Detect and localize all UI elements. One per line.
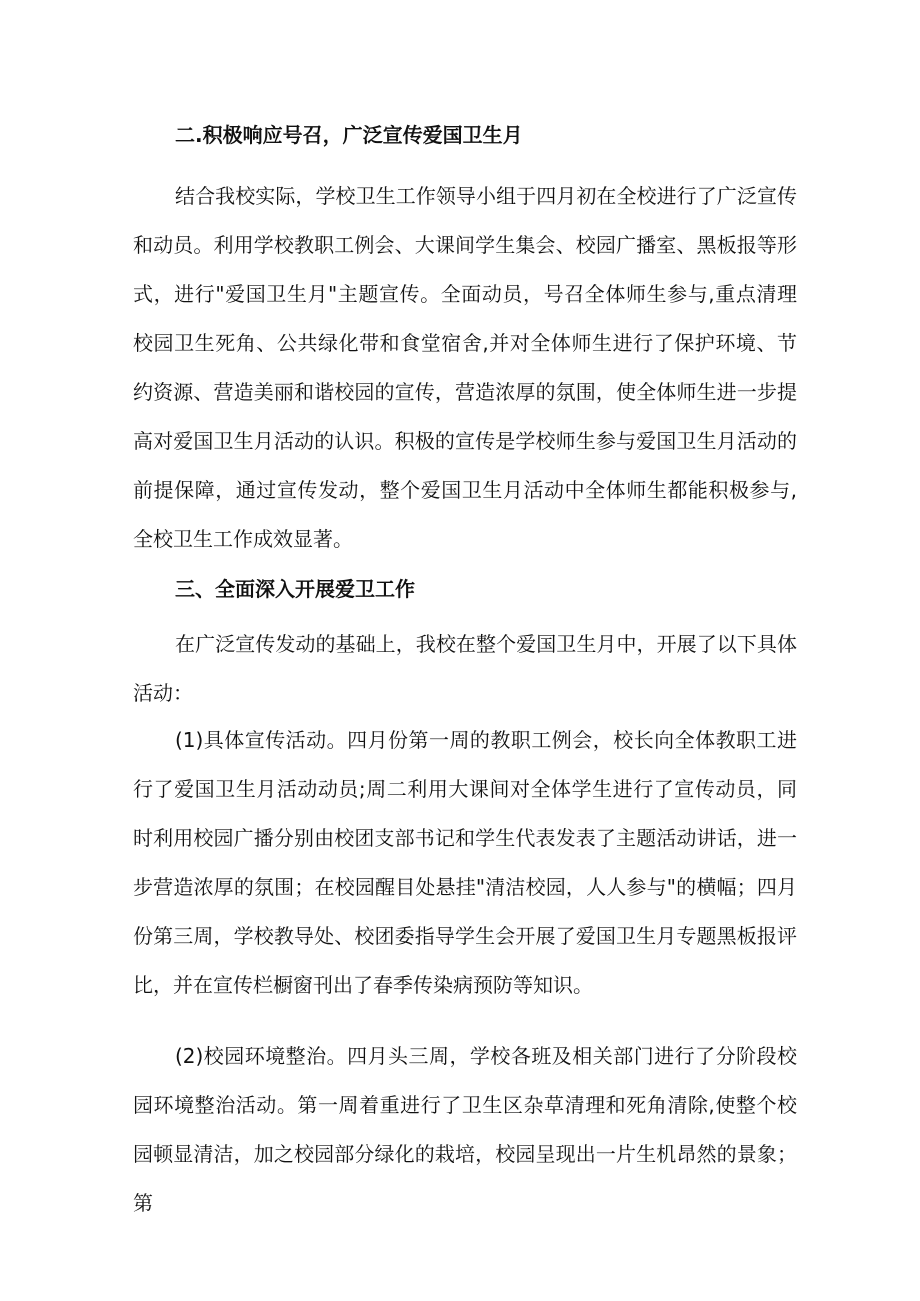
activity-item-2-paragraph: (2)校园环境整治。四月头三周，学校各班及相关部门进行了分阶段校园环境整治活动。第一周着重进行了卫生区杂草清理和死角清除,使整个校园顿显清洁，加之校园部分绿化的栽培，校园呈现出一片生机昂然的景象；第 bbox=[133, 1044, 797, 1215]
activity-item-1-paragraph: (1)具体宣传活动。四月份第一周的教职工例会，校长向全体教职工进行了爱国卫生月活动动员;周二利用大课间对全体学生进行了宣传动员，同时利用校园广播分别由校团支部书记和学生代表发表了主题活动讲话，进一步营造浓厚的氛围；在校园醒目处悬挂"清洁校园，人人参与"的横幅；四月份第三周，学校教导处、校团委指导学生会开展了爱国卫生月专题黑板报评比，并在宣传栏橱窗刊出了春季传染病预防等知识。 bbox=[133, 728, 797, 997]
section-heading-3: 三、全面深入开展爱卫工作 bbox=[175, 577, 415, 601]
section-3-intro-paragraph: 在广泛宣传发动的基础上，我校在整个爱国卫生月中，开展了以下具体活动： bbox=[133, 632, 797, 705]
section-heading-2: 二.积极响应号召，广泛宣传爱国卫生月 bbox=[175, 123, 523, 147]
section-2-paragraph: 结合我校实际，学校卫生工作领导小组于四月初在全校进行了广泛宣传和动员。利用学校教职工例会、大课间学生集会、校园广播室、黑板报等形式，进行"爱国卫生月"主题宣传。全面动员，号召全体师生参与,重点清理校园卫生死角、公共绿化带和食堂宿舍,并对全体师生进行了保护环境、节约资源、营造美丽和谐校园的宣传，营造浓厚的氛围，使全体师生进一步提高对爱国卫生月活动的认识。积极的宣传是学校师生参与爱国卫生月活动的前提保障，通过宣传发动，整个爱国卫生月活动中全体师生都能积极参与,全校卫生工作成效显著。 bbox=[133, 184, 797, 551]
